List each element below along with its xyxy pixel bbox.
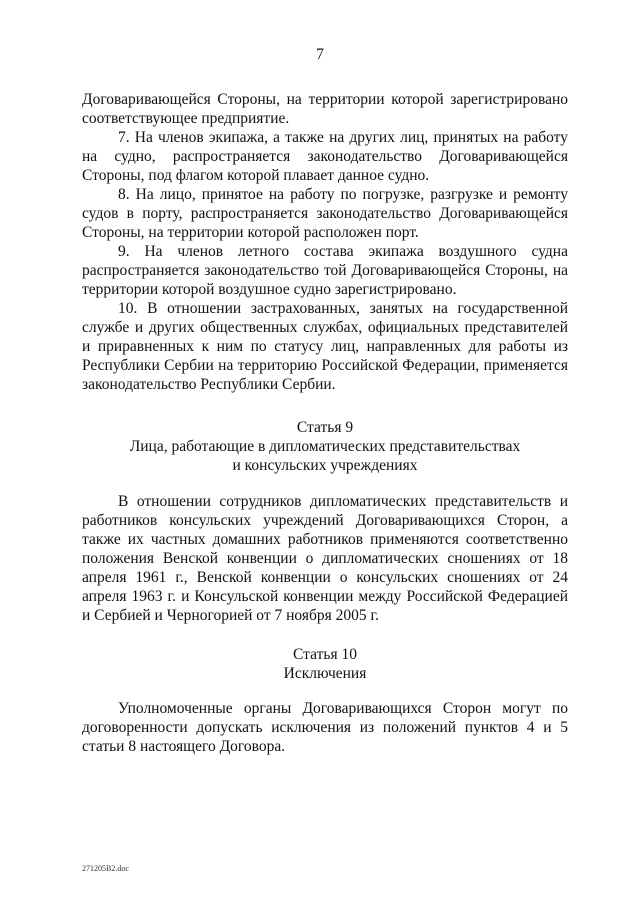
article-10-title: Исключения [283, 665, 367, 682]
article-9-body [82, 492, 568, 625]
article-9-heading [82, 418, 568, 475]
article-10-number: Статья 10 [293, 646, 357, 663]
article-9-text: В отношении сотрудников дипломатических представительств и работников консульских учреждений Договаривающихся Сторон, а также их частных домашних работников применяются соответственно положения Венской конвенции о дипломатических сношениях от 18 апреля 1961 г., Венской конвенции о консульских сношениях от 24 апреля 1963 г. и Консульской конвенции между Российской Федерацией и Сербией и Черногорией от 7 ноября 2005 г. [82, 493, 568, 624]
page-number: 7 [316, 46, 324, 63]
article-9-title-line1: Лица, работающие в дипломатических представительствах [129, 438, 521, 455]
paragraph-9: 9. На членов летного состава экипажа воздушного судна распространяется законодательство той Договаривающейся Стороны, на территории которой воздушное судно зарегистрировано. [82, 243, 568, 298]
article-10-body [82, 699, 568, 756]
article-10-heading [82, 645, 568, 683]
article-10-text: Уполномоченные органы Договаривающихся Сторон могут по договоренности допускать исключения из положений пунктов 4 и 5 статьи 8 настоящего Договора. [82, 700, 568, 755]
paragraph-10: 10. В отношении застрахованных, занятых на государственной службе и других общественных службах, официальных представителей и приравненных к ним по статусу лиц, направленных для работы из Республики Сербии на территорию Российской Федерации, применяется законодательство Республики Сербии. [82, 300, 568, 393]
article-8-continuation [82, 90, 568, 394]
article-9-number: Статья 9 [296, 419, 354, 436]
paragraph-7: 7. На членов экипажа, а также на других лиц, принятых на работу на судно, распространяется законодательство Договаривающейся Стороны, под флагом которой плавает данное судно. [82, 129, 568, 184]
article-9-title-line2: и консульских учреждениях [232, 457, 418, 474]
paragraph-8: 8. На лицо, принятое на работу по погрузке, разгрузке и ремонту судов в порту, распространяется законодательство Договаривающейся Стороны, на территории которой расположен порт. [82, 186, 568, 241]
paragraph-continuation: Договаривающейся Стороны, на территории которой зарегистрировано соответствующее предприятие. [82, 91, 568, 127]
footer-filename: 271205В2.doc [82, 864, 129, 873]
